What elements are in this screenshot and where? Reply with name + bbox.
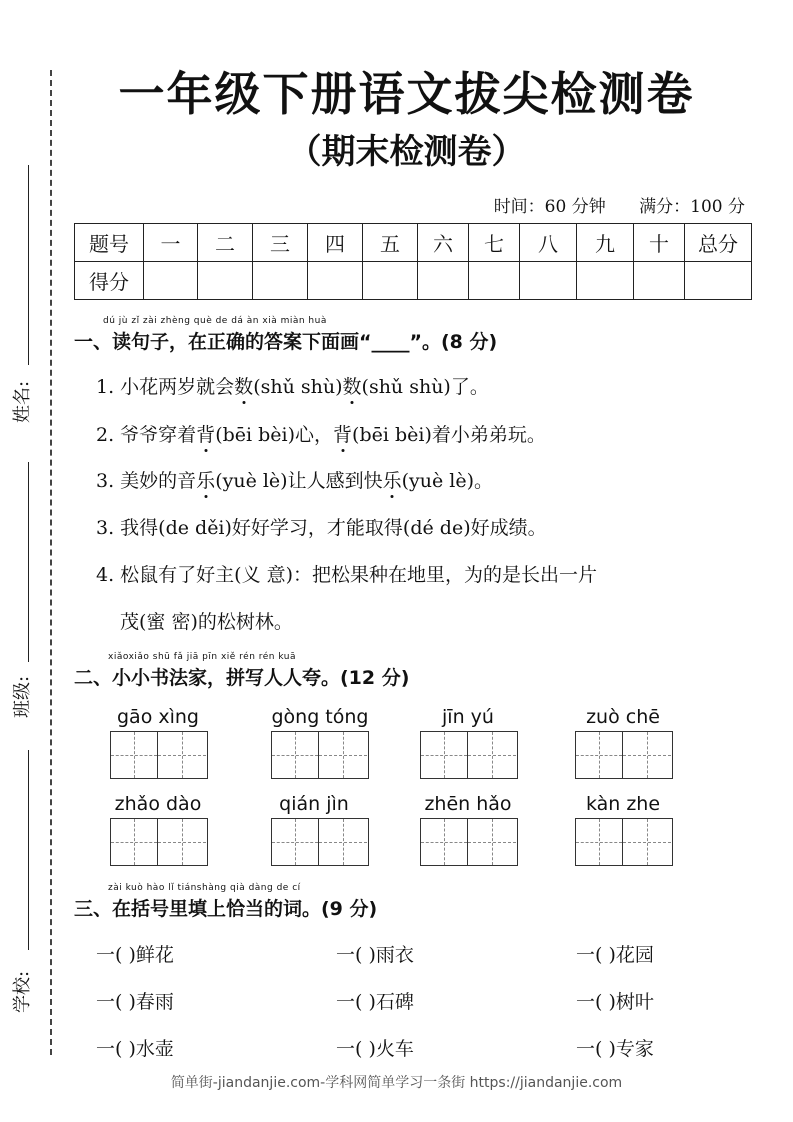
school-rule xyxy=(28,750,29,950)
q1-pre: 1. 小花两岁就会 xyxy=(96,376,235,398)
question-1 xyxy=(96,372,489,399)
q3-mid1: (yuè lè)让人感到快 xyxy=(215,470,383,492)
q3-mid2: (yuè lè)。 xyxy=(401,470,494,492)
score-header-cell: 二 xyxy=(198,224,253,262)
pinyin-word: jīn yú xyxy=(442,706,494,728)
section2-title: 二、小小书法家，拼写人人夸。(12 分) xyxy=(74,667,410,689)
score-cell[interactable] xyxy=(363,262,418,300)
class-label: 班级: xyxy=(12,675,33,718)
fill-blank[interactable]: 一( )雨衣 xyxy=(336,944,414,966)
q3-pre: 3. 美妙的音 xyxy=(96,470,197,492)
question-4: 3. 我得(de děi)好好学习，才能取得(dé de)好成绩。 xyxy=(96,517,547,539)
score-header-cell: 五 xyxy=(363,224,418,262)
pinyin-word: gòng tóng xyxy=(271,706,369,728)
q1-char2: 数 xyxy=(342,376,362,398)
exam-meta xyxy=(466,192,745,217)
q3-char2: 乐 xyxy=(382,470,402,492)
score-header-cell: 四 xyxy=(308,224,363,262)
writing-grid[interactable] xyxy=(110,731,208,779)
score-cell[interactable] xyxy=(634,262,685,300)
section3-pinyin: zài kuò hào lǐ tiánshàng qià dàng de cí xyxy=(108,883,301,893)
writing-grid[interactable] xyxy=(575,818,673,866)
q2-char1: 背 xyxy=(196,424,216,446)
score-header-cell: 九 xyxy=(577,224,634,262)
q1-char1: 数 xyxy=(234,376,254,398)
score-row-label: 得分 xyxy=(75,262,144,300)
fill-blank[interactable]: 一( )鲜花 xyxy=(96,944,174,966)
writing-grid[interactable] xyxy=(271,818,369,866)
section1-title: 一、读句子，在正确的答案下面画“____”。(8 分) xyxy=(74,331,498,353)
pinyin-word: qián jìn xyxy=(279,793,349,815)
name-rule xyxy=(28,165,29,365)
pinyin-word: zuò chē xyxy=(586,706,660,728)
school-label: 学校: xyxy=(12,970,33,1013)
full-score: 满分：100 分 xyxy=(639,197,745,217)
fill-blank[interactable]: 一( )花园 xyxy=(576,944,654,966)
score-cell[interactable] xyxy=(144,262,198,300)
writing-grid[interactable] xyxy=(110,818,208,866)
score-header-row xyxy=(75,224,752,262)
section1-pinyin: dú jù zǐ zài zhèng què de dá àn xià miàn huà xyxy=(103,316,327,326)
q3-char1: 乐 xyxy=(196,470,216,492)
footer-watermark: 简单街-jiandanjie.com-学科网简单学习一条街 https://jiandanjie.com xyxy=(170,1075,623,1091)
question-2 xyxy=(96,420,546,447)
score-cell[interactable] xyxy=(253,262,308,300)
section3-title: 三、在括号里填上恰当的词。(9 分) xyxy=(74,898,378,920)
fill-blank[interactable]: 一( )水壶 xyxy=(96,1038,174,1060)
page-title: 一年级下册语文拔尖检测卷 xyxy=(118,67,695,121)
score-header-cell: 三 xyxy=(253,224,308,262)
question-3 xyxy=(96,466,493,493)
score-input-row xyxy=(75,262,752,300)
fill-blank[interactable]: 一( )专家 xyxy=(576,1038,654,1060)
pinyin-word: kàn zhe xyxy=(585,793,661,815)
score-table xyxy=(74,223,752,300)
section2-pinyin: xiǎoxiǎo shū fǎ jiā pīn xiě rén rén kuā xyxy=(108,652,297,662)
writing-grid[interactable] xyxy=(575,731,673,779)
writing-grid[interactable] xyxy=(271,731,369,779)
writing-grid[interactable] xyxy=(420,731,518,779)
score-cell[interactable] xyxy=(685,262,752,300)
score-header-cell: 题号 xyxy=(75,224,144,262)
q1-mid2: (shǔ shù)了。 xyxy=(361,376,489,398)
time-limit: 时间：60 分钟 xyxy=(493,197,606,217)
question-5-continued: 茂(蜜 密)的松树林。 xyxy=(120,611,293,633)
score-header-cell: 十 xyxy=(634,224,685,262)
score-header-cell: 六 xyxy=(418,224,469,262)
binding-dashed-line xyxy=(50,70,52,1055)
q2-mid2: (bēi bèi)着小弟弟玩。 xyxy=(352,424,546,446)
score-cell[interactable] xyxy=(577,262,634,300)
score-header-cell: 一 xyxy=(144,224,198,262)
pinyin-word: zhēn hǎo xyxy=(424,793,512,815)
score-cell[interactable] xyxy=(469,262,520,300)
score-header-cell: 八 xyxy=(520,224,577,262)
pinyin-word: gāo xìng xyxy=(117,706,199,728)
fill-blank[interactable]: 一( )春雨 xyxy=(96,991,174,1013)
q2-mid1: (bēi bèi)心， xyxy=(215,424,334,446)
score-cell[interactable] xyxy=(198,262,253,300)
name-label: 姓名: xyxy=(12,380,33,423)
q2-pre: 2. 爷爷穿着 xyxy=(96,424,197,446)
pinyin-word: zhǎo dào xyxy=(114,793,202,815)
q2-char2: 背 xyxy=(333,424,353,446)
class-rule xyxy=(28,462,29,662)
score-cell[interactable] xyxy=(520,262,577,300)
fill-blank[interactable]: 一( )树叶 xyxy=(576,991,654,1013)
question-5: 4. 松鼠有了好主(义 意)：把松果种在地里，为的是长出一片 xyxy=(96,564,598,586)
page-subtitle: （期末检测卷） xyxy=(287,132,526,172)
score-header-cell: 七 xyxy=(469,224,520,262)
score-cell[interactable] xyxy=(418,262,469,300)
fill-blank[interactable]: 一( )火车 xyxy=(336,1038,414,1060)
fill-blank[interactable]: 一( )石碑 xyxy=(336,991,414,1013)
score-cell[interactable] xyxy=(308,262,363,300)
score-header-cell: 总分 xyxy=(685,224,752,262)
q1-mid1: (shǔ shù) xyxy=(253,376,343,398)
writing-grid[interactable] xyxy=(420,818,518,866)
